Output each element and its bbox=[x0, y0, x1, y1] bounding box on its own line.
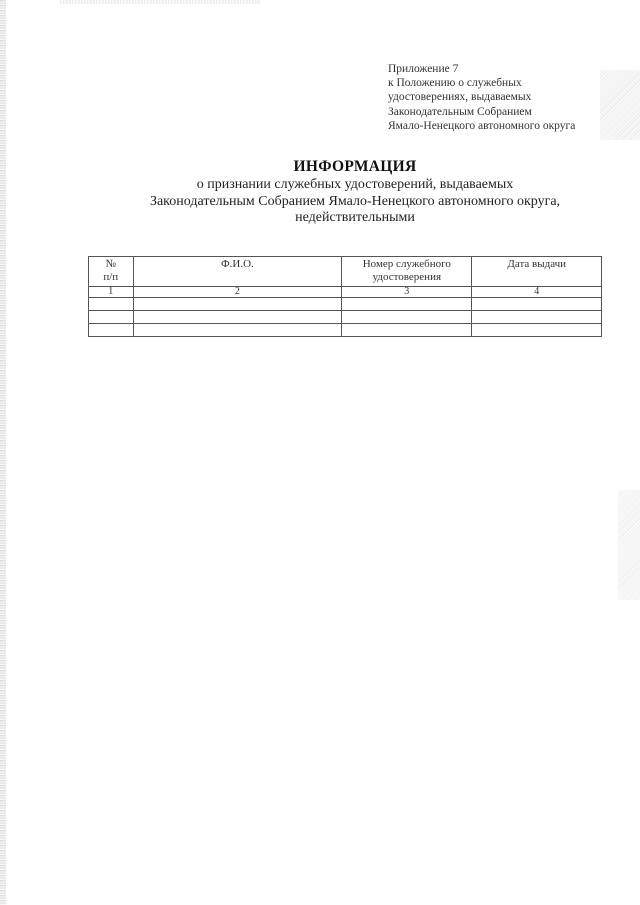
table-cell bbox=[472, 324, 602, 337]
header-text: удостоверения bbox=[372, 270, 442, 283]
column-number: 4 bbox=[472, 287, 602, 298]
appendix-line: к Положению о служебных bbox=[388, 77, 522, 90]
appendix-line: Приложение 7 bbox=[388, 63, 459, 75]
table-cell bbox=[89, 311, 134, 324]
column-number: 1 bbox=[89, 287, 134, 298]
table-header-row bbox=[89, 257, 602, 287]
scan-edge-left bbox=[0, 0, 6, 905]
subtitle-line: о признании служебных удостоверений, выдаваемых bbox=[196, 177, 514, 192]
document-title: ИНФОРМАЦИЯ bbox=[293, 158, 417, 175]
header-text: п/п bbox=[103, 270, 119, 283]
table-row bbox=[89, 311, 602, 324]
column-number: 3 bbox=[342, 287, 472, 298]
subtitle-line: недействительными bbox=[295, 210, 415, 226]
scan-edge-top bbox=[60, 0, 260, 4]
appendix-line: Ямало-Ненецкого автономного округа bbox=[388, 119, 576, 132]
header-text: Номер служебного bbox=[362, 258, 451, 270]
header-cell-number bbox=[89, 257, 134, 287]
table-cell bbox=[89, 324, 134, 337]
register-table bbox=[88, 256, 602, 337]
table-cell bbox=[472, 298, 602, 311]
scan-edge-right-mid bbox=[618, 490, 640, 600]
column-number: 2 bbox=[133, 287, 342, 298]
table-cell bbox=[342, 311, 472, 324]
header-text: № bbox=[105, 258, 117, 270]
header-text: Ф.И.О. bbox=[220, 258, 254, 270]
table-row bbox=[89, 298, 602, 311]
table-cell bbox=[342, 298, 472, 311]
subtitle-line: Законодательным Собранием Ямало-Ненецкого автономного округа, bbox=[149, 193, 561, 209]
appendix-line: Законодательным Собранием bbox=[388, 105, 532, 118]
table-cell bbox=[342, 324, 472, 337]
table-row bbox=[89, 324, 602, 337]
document-subtitle bbox=[0, 177, 640, 227]
table-cell bbox=[472, 311, 602, 324]
table-cell bbox=[133, 311, 342, 324]
header-cell-id-number bbox=[342, 257, 472, 287]
table-cell bbox=[89, 298, 134, 311]
table-cell bbox=[133, 324, 342, 337]
header-cell-issue-date bbox=[472, 257, 602, 287]
appendix-note bbox=[388, 62, 628, 133]
table-cell bbox=[133, 298, 342, 311]
column-number-row bbox=[89, 287, 602, 298]
header-cell-name bbox=[133, 257, 342, 287]
appendix-line: удостоверениях, выдаваемых bbox=[388, 91, 532, 104]
header-text: Дата выдачи bbox=[507, 258, 567, 270]
